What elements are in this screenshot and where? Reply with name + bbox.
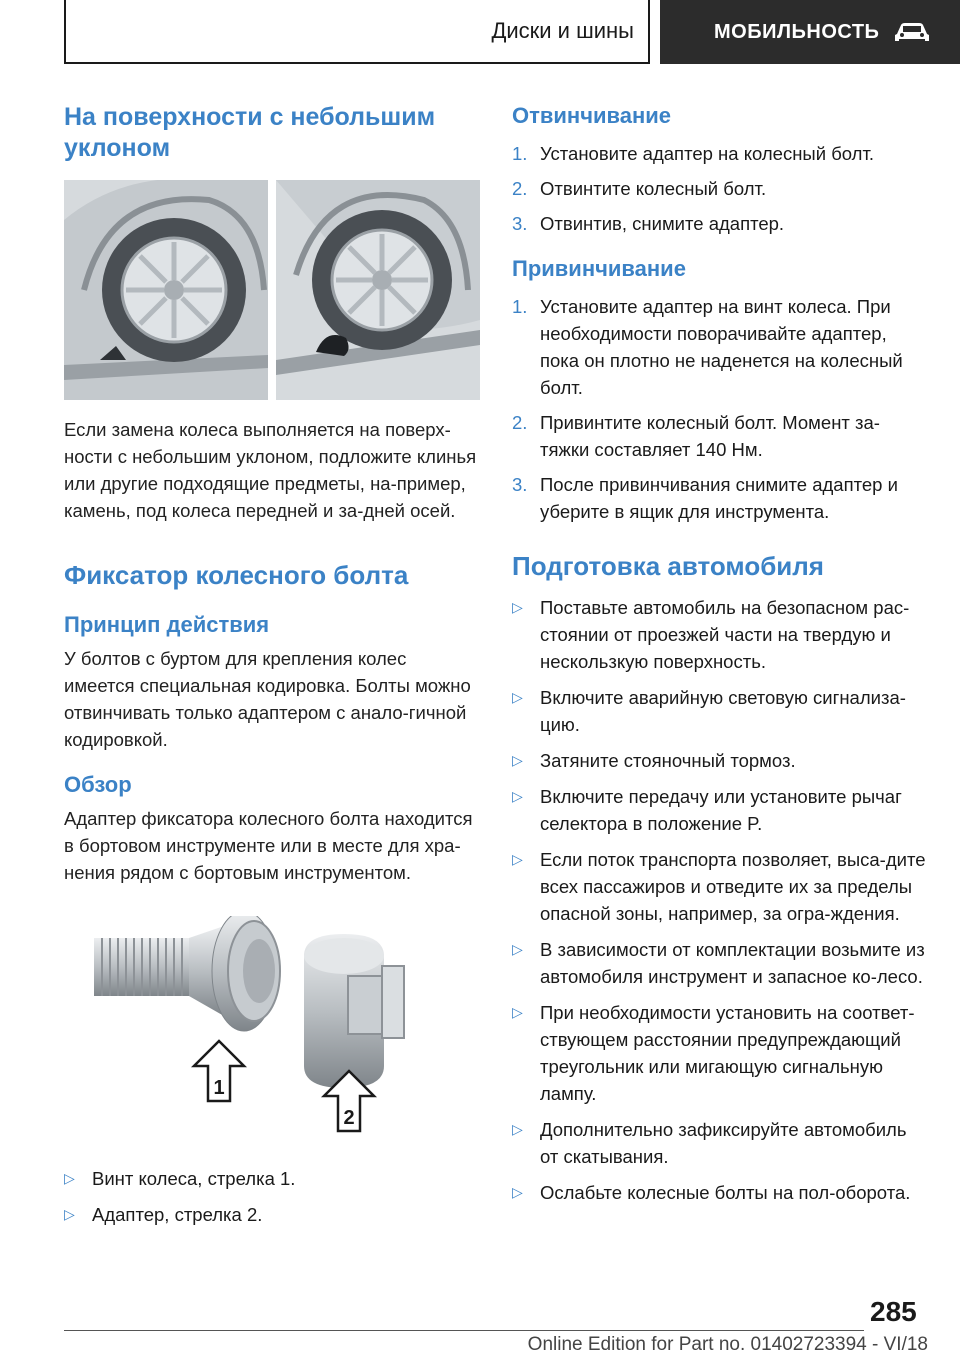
list-item: 1. Установите адаптер на колесный болт. — [512, 143, 875, 164]
prep-heading: Подготовка автомобиля — [512, 551, 824, 581]
figure-label-2: 2 — [343, 1107, 355, 1129]
list-item: ▷ Дополнительно зафиксируйте автомобиль от скатывания. — [512, 1116, 928, 1170]
overview-text: Адаптер фиксатора колесного болта находится в бортовом инструменте или в месте для хра-нения рядом с бортовым инструментом. — [64, 808, 473, 883]
list-item: ▷ Затяните стояночный тормоз. — [512, 747, 928, 774]
list-item: ▷ Адаптер, стрелка 2. — [64, 1201, 480, 1228]
triangle-bullet-icon: ▷ — [512, 1004, 523, 1020]
list-item: ▷ При необходимости установить на соответ-ствующем расстоянии предупреждающий треугольник или мигающую сигнальную лампу. — [512, 999, 928, 1107]
list-item: 2. Отвинтите колесный болт. — [512, 178, 767, 199]
triangle-bullet-icon: ▷ — [512, 851, 523, 867]
prep-list — [512, 594, 928, 1206]
list-item: 1. Установите адаптер на винт колеса. При необходимости поворачивайте адаптер, пока он плотно не наденется на колесный болт. — [512, 296, 903, 398]
car-icon — [893, 20, 931, 44]
wheel-chocks-figure — [64, 180, 480, 400]
triangle-bullet-icon: ▷ — [512, 752, 523, 768]
triangle-bullet-icon: ▷ — [64, 1170, 75, 1186]
list-item: ▷ Включите аварийную световую сигнализа-цию. — [512, 684, 928, 738]
footer-divider — [64, 1330, 864, 1331]
slope-heading: На поверхности с небольшим уклоном — [64, 103, 436, 162]
bolt-adapter-figure — [64, 916, 480, 1141]
list-item: ▷ Включите передачу или установите рычаг селектора в положение P. — [512, 783, 928, 837]
chapter-title: МОБИЛЬНОСТЬ — [714, 20, 880, 43]
page-number: 285 — [870, 1296, 917, 1327]
list-item: ▷ Винт колеса, стрелка 1. — [64, 1165, 480, 1192]
triangle-bullet-icon: ▷ — [512, 1121, 523, 1137]
slope-text: Если замена колеса выполняется на поверх-ности с небольшим уклоном, подложите клинья или другие подходящие предметы, на-пример, камень, под колеса передней и за-дней осей. — [64, 419, 477, 521]
section-title: Диски и шины — [491, 18, 634, 43]
triangle-bullet-icon: ▷ — [512, 599, 523, 615]
screw-heading: Привинчивание — [512, 256, 686, 281]
list-item: 3. После привинчивания снимите адаптер и уберите в ящик для инструмента. — [512, 474, 898, 522]
principle-heading: Принцип действия — [64, 612, 270, 637]
list-item: 2. Привинтите колесный болт. Момент за-тяжки составляет 140 Нм. — [512, 412, 880, 460]
header-chapter — [660, 0, 960, 64]
triangle-bullet-icon: ▷ — [64, 1206, 75, 1222]
list-item: ▷ Поставьте автомобиль на безопасном рас-стоянии от проезжей части на твердую и нескользкую поверхность. — [512, 594, 928, 675]
screw-steps — [512, 293, 928, 525]
list-item: 3. Отвинтив, снимите адаптер. — [512, 213, 785, 234]
triangle-bullet-icon: ▷ — [512, 941, 523, 957]
unscrew-steps — [512, 140, 928, 237]
list-item: ▷ Ослабьте колесные болты на пол-оборота. — [512, 1179, 928, 1206]
legend-list — [64, 1165, 480, 1228]
overview-heading: Обзор — [64, 772, 132, 797]
lock-heading: Фиксатор колесного болта — [64, 560, 409, 590]
right-column — [512, 102, 928, 1215]
left-column — [64, 102, 480, 1237]
edition-text: Online Edition for Part no. 01402723394 - VI/18 — [527, 1334, 928, 1355]
unscrew-heading: Отвинчивание — [512, 103, 672, 128]
triangle-bullet-icon: ▷ — [512, 689, 523, 705]
triangle-bullet-icon: ▷ — [512, 788, 523, 804]
list-item: ▷ Если поток транспорта позволяет, выса-дите всех пассажиров и отведите их за пределы опасной зоны, например, за огра-ждения. — [512, 846, 928, 927]
header-section — [64, 0, 650, 64]
figure-label-1: 1 — [213, 1077, 225, 1099]
principle-text: У болтов с буртом для крепления колес имеется специальная кодировка. Болты можно отвинчивать только адаптером с анало-гичной кодировкой. — [64, 648, 471, 750]
list-item: ▷ В зависимости от комплектации возьмите из автомобиля инструмент и запасное ко-лесо. — [512, 936, 928, 990]
triangle-bullet-icon: ▷ — [512, 1184, 523, 1200]
